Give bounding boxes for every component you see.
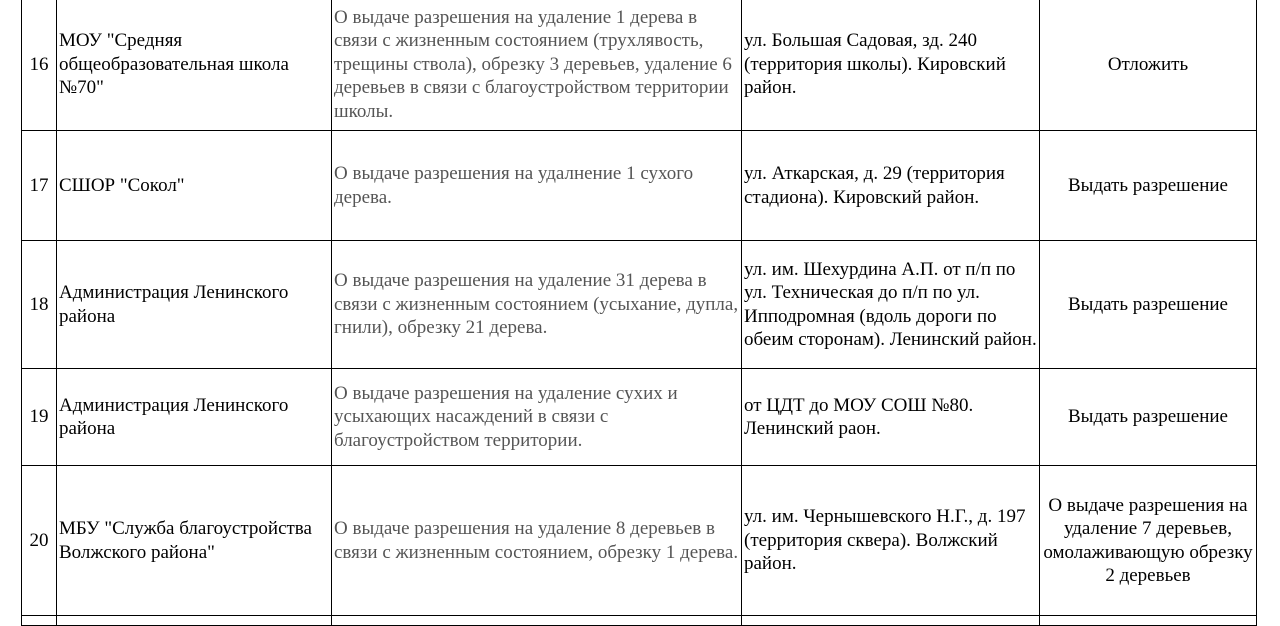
address-cell: ул. им. Шехурдина А.П. от п/п по ул. Техническая до п/п по ул. Ипподромная (вдоль дороги по обеим сторонам). Ленинский район. xyxy=(742,241,1040,369)
row-number: 18 xyxy=(22,241,57,369)
description-cell xyxy=(332,616,742,626)
organization-cell: МОУ "Средняя общеобразовательная школа №70" xyxy=(57,0,332,131)
decision-cell: О выдаче разрешения на удаление 7 деревьев, омолаживающую обрезку 2 деревьев xyxy=(1040,466,1257,616)
organization-cell: Администрация Ленинского района xyxy=(57,369,332,466)
table-row xyxy=(22,0,1257,131)
table-row xyxy=(22,466,1257,616)
organization-cell: СШОР "Сокол" xyxy=(57,131,332,241)
row-number: 17 xyxy=(22,131,57,241)
table-row xyxy=(22,241,1257,369)
description-cell: О выдаче разрешения на удаление сухих и усыхающих насаждений в связи с благоустройством территории. xyxy=(332,369,742,466)
row-number: 19 xyxy=(22,369,57,466)
row-number: 16 xyxy=(22,0,57,131)
address-cell: ул. Аткарская, д. 29 (территория стадиона). Кировский район. xyxy=(742,131,1040,241)
decision-cell: Выдать разрешение xyxy=(1040,131,1257,241)
organization-cell xyxy=(57,616,332,626)
decision-cell: Отложить xyxy=(1040,0,1257,131)
address-cell: от ЦДТ до МОУ СОШ №80. Ленинский раон. xyxy=(742,369,1040,466)
decision-cell xyxy=(1040,616,1257,626)
address-cell xyxy=(742,616,1040,626)
description-cell: О выдаче разрешения на удаление 1 дерева в связи с жизненным состоянием (трухлявость, трещины ствола), обрезку 3 деревьев, удаление 6 деревьев в связи с благоустройством территории школы. xyxy=(332,0,742,131)
table-row xyxy=(22,131,1257,241)
organization-cell: МБУ "Служба благоустройства Волжского района" xyxy=(57,466,332,616)
decision-cell: Выдать разрешение xyxy=(1040,241,1257,369)
decisions-table xyxy=(21,0,1257,626)
decision-cell: Выдать разрешение xyxy=(1040,369,1257,466)
description-cell: О выдаче разрешения на удаление 8 деревьев в связи с жизненным состоянием, обрезку 1 дерева. xyxy=(332,466,742,616)
address-cell: ул. Большая Садовая, зд. 240 (территория школы). Кировский район. xyxy=(742,0,1040,131)
description-cell: О выдаче разрешения на удалнение 1 сухого дерева. xyxy=(332,131,742,241)
address-cell: ул. им. Чернышевского Н.Г., д. 197 (территория сквера). Волжский район. xyxy=(742,466,1040,616)
row-number xyxy=(22,616,57,626)
row-number: 20 xyxy=(22,466,57,616)
description-cell: О выдаче разрешения на удаление 31 дерева в связи с жизненным состоянием (усыхание, дупла, гнили), обрезку 21 дерева. xyxy=(332,241,742,369)
organization-cell: Администрация Ленинского района xyxy=(57,241,332,369)
table-row xyxy=(22,369,1257,466)
table-row-partial xyxy=(22,616,1257,626)
